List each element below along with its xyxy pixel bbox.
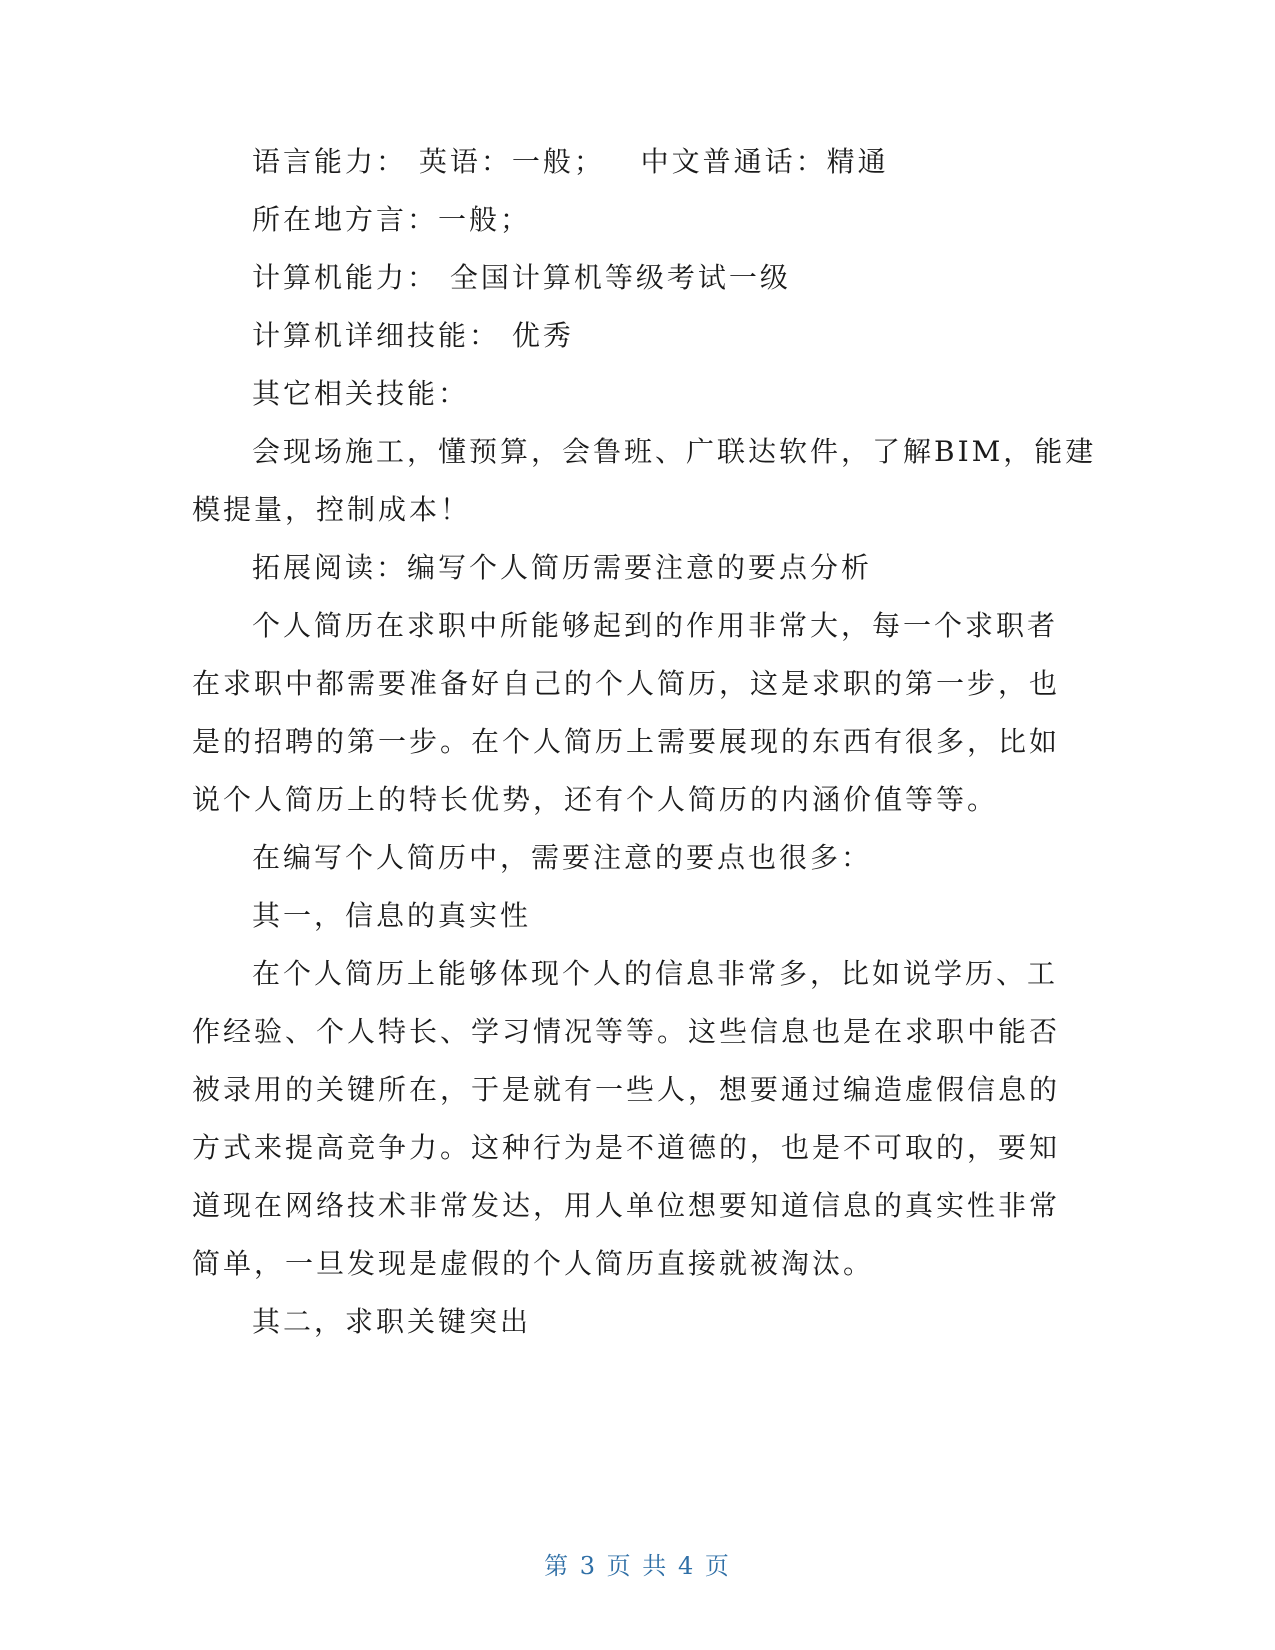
paragraph-line: 作经验、个人特长、学习情况等等。这些信息也是在求职中能否 [192,1015,1061,1048]
page-footer: 第 3 页 共 4 页 [544,1552,731,1580]
paragraph-line: 计算机详细技能： 优秀 [252,319,574,352]
paragraph-line: 说个人简历上的特长优势，还有个人简历的内涵价值等等。 [192,783,999,816]
paragraph-line: 方式来提高竞争力。这种行为是不道德的，也是不可取的，要知 [192,1131,1061,1164]
paragraph-line: 被录用的关键所在，于是就有一些人，想要通过编造虚假信息的 [192,1073,1061,1106]
paragraph-line: 计算机能力： 全国计算机等级考试一级 [252,261,791,294]
paragraph-line: 会现场施工，懂预算，会鲁班、广联达软件，了解BIM，能建 [252,435,1097,468]
paragraph-line: 个人简历在求职中所能够起到的作用非常大，每一个求职者 [252,609,1059,642]
subheading: 其二，求职关键突出 [252,1305,532,1338]
paragraph-line: 其它相关技能： [252,377,470,410]
subheading: 其一，信息的真实性 [252,899,532,932]
paragraph-line: 简单，一旦发现是虚假的个人简历直接就被淘汰。 [192,1247,875,1280]
paragraph-line: 是的招聘的第一步。在个人简历上需要展现的东西有很多，比如 [192,725,1061,758]
paragraph-line: 在个人简历上能够体现个人的信息非常多，比如说学历、工 [252,957,1059,990]
paragraph-line: 语言能力： 英语：一般； 中文普通话：精通 [252,145,889,178]
paragraph-line: 在编写个人简历中，需要注意的要点也很多： [252,841,873,874]
paragraph-line: 模提量，控制成本！ [192,493,472,526]
paragraph-line: 在求职中都需要准备好自己的个人简历，这是求职的第一步，也 [192,667,1061,700]
paragraph-line: 所在地方言：一般； [252,203,532,236]
paragraph-line: 道现在网络技术非常发达，用人单位想要知道信息的真实性非常 [192,1189,1061,1222]
section-heading: 拓展阅读：编写个人简历需要注意的要点分析 [252,551,873,584]
